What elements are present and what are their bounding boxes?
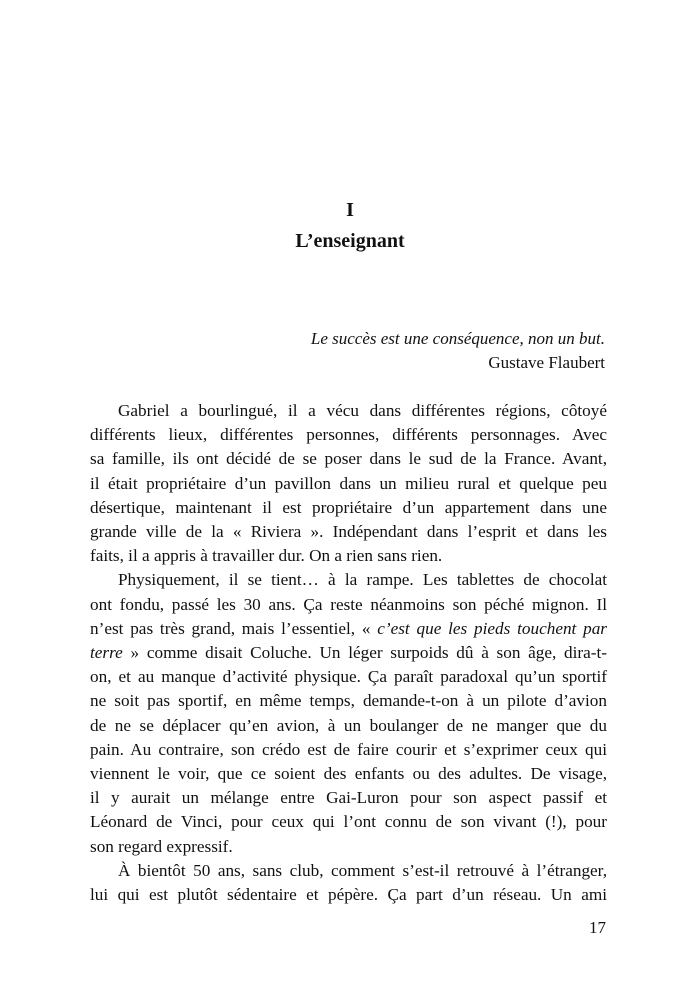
text-line: viennent le voir, que ce soient des enfants ou des adultes. De visage, [90,764,607,784]
paragraph [90,399,607,568]
text-line: grande ville de la « Riviera ». Indépendant dans l’esprit et dans les [90,522,607,542]
chapter-number: I [346,199,354,221]
text-line: désertique, maintenant il est propriétaire d’un appartement dans une [90,497,607,517]
italic-quote: terre [90,643,123,663]
text-line [90,641,607,665]
text-line: de ne se déplacer qu’en avion, à un boulanger de ne manger que du [90,715,607,735]
text-line: on, et au manque d’activité physique. Ça paraît paradoxal qu’un sportif [90,667,607,687]
text-line: Gabriel a bourlingué, il a vécu dans différentes régions, côtoyé [118,401,607,420]
text-line: il y aurait un mélange entre Gai-Luron pour son aspect passif et [90,788,607,808]
text-line: À bientôt 50 ans, sans club, comment s’est-il retrouvé à l’étranger, [118,860,607,880]
text-span: » comme disait Coluche. Un léger surpoids dû à son âge, dira-t- [122,643,607,663]
text-line: ne soit pas sportif, en même temps, demande-t-on à un pilote d’avion [90,691,607,711]
text-span: n’est pas très grand, mais l’essentiel, « [90,618,378,638]
page-number: 17 [589,918,606,937]
chapter-title: L’enseignant [295,230,405,252]
epigraph-author: Gustave Flaubert [488,353,605,372]
text-line: Physiquement, il se tient… à la rampe. Les tablettes de chocolat [118,570,607,590]
text-line: Léonard de Vinci, pour ceux qui l’ont connu de son vivant (!), pour [90,812,607,832]
text-line: lui qui est plutôt sédentaire et pépère. Ça part d’un réseau. Un ami [90,885,607,905]
epigraph [90,327,605,375]
text-line [90,617,607,641]
text-line: ont fondu, passé les 30 ans. Ça reste néanmoins son péché mignon. Il [90,594,607,614]
text-line: différents lieux, différentes personnes, différents personnages. Avec [90,425,607,445]
text-line: son regard expressif. [90,836,233,856]
text-line: pain. Au contraire, son crédo est de faire courir et s’exprimer ceux qui [90,739,607,759]
text-line: il était propriétaire d’un pavillon dans un milieu rural et quelque peu [90,473,607,493]
italic-quote: c’est que les pieds touchent par [377,618,607,638]
paragraph [90,568,607,858]
paragraph [90,859,607,907]
body-text [90,399,607,907]
text-line: sa famille, ils ont décidé de se poser dans le sud de la France. Avant, [90,449,607,469]
epigraph-quote: Le succès est une conséquence, non un but. [310,329,605,348]
text-line: faits, il a appris à travailler dur. On a rien sans rien. [90,546,443,566]
